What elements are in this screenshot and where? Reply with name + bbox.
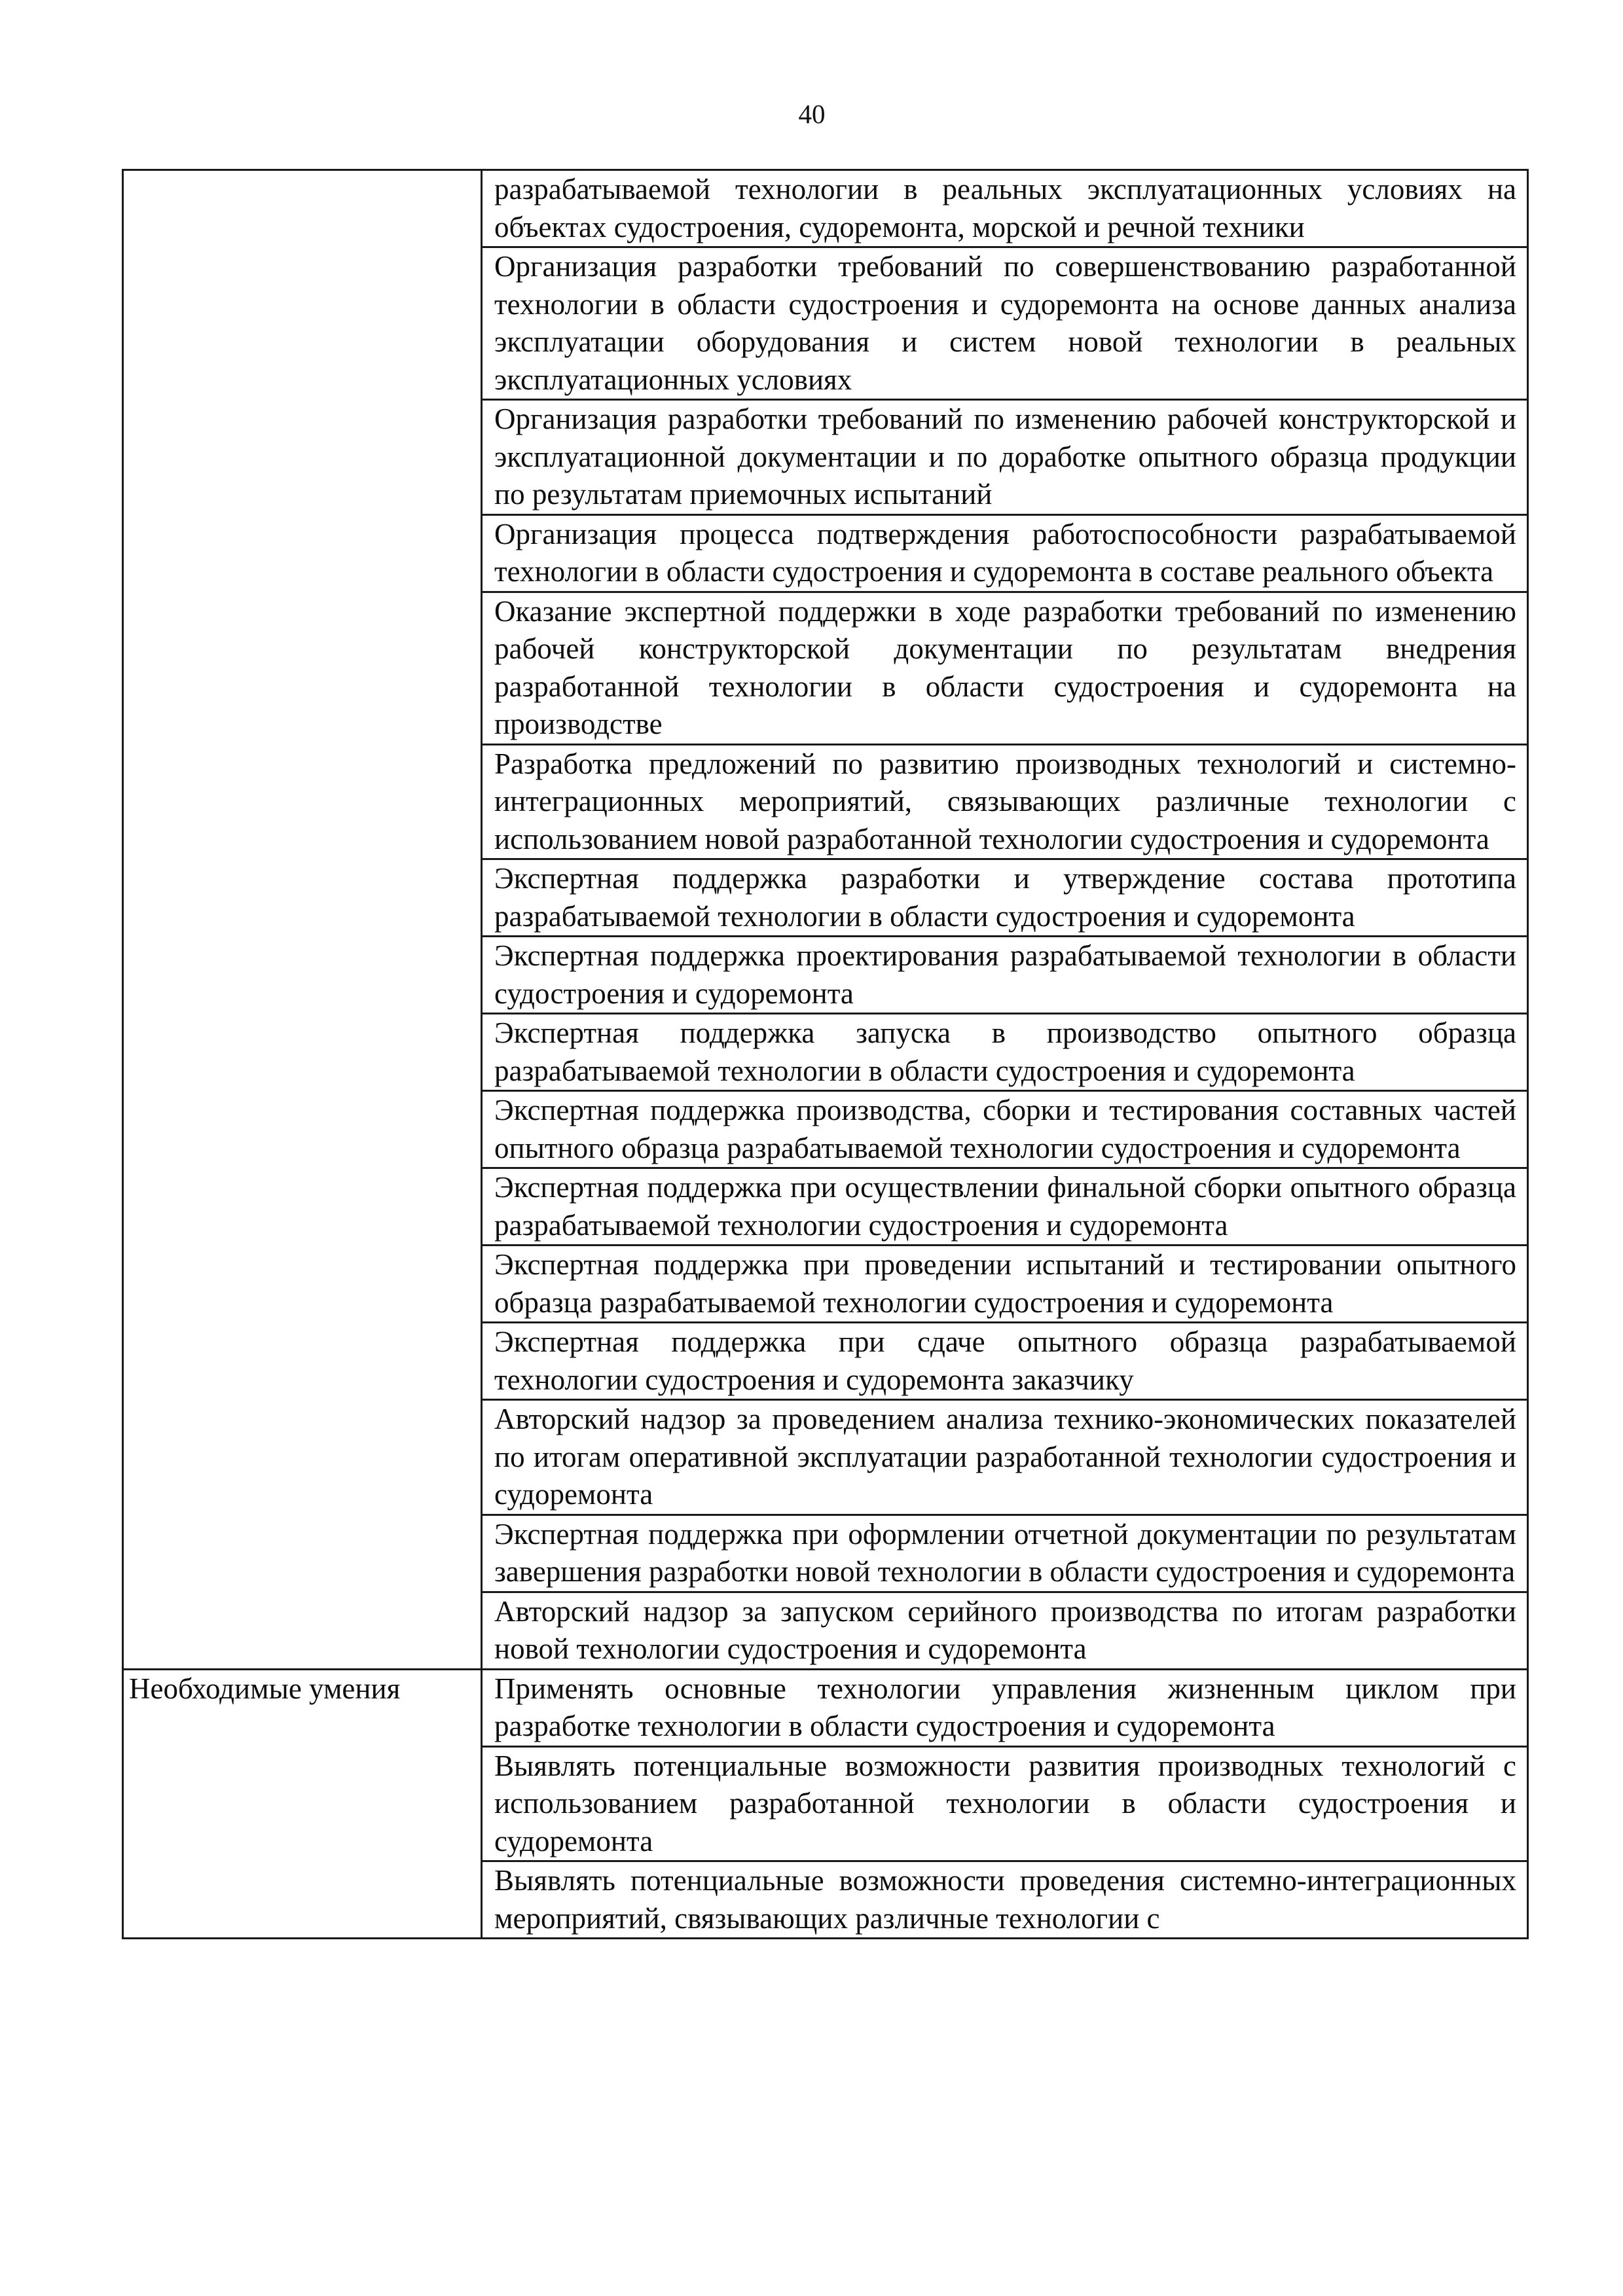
requirement-cell: Экспертная поддержка проектирования разрабатываемой технологии в области судостроения и судоремонта [482, 937, 1528, 1014]
requirement-cell: Оказание экспертной поддержки в ходе разработки требований по изменению рабочей конструкторской документации по результатам внедрения разработанной технологии в области судостроения и судоремонта на производстве [482, 592, 1528, 744]
requirement-cell: Выявлять потенциальные возможности проведения системно-интеграционных мероприятий, связывающих различные технологии с [482, 1861, 1528, 1939]
requirement-cell: Применять основные технологии управления жизненным циклом при разработке технологии в области судостроения и судоремонта [482, 1669, 1528, 1746]
section-label: Необходимые умения [129, 1672, 401, 1705]
table-row [123, 170, 1528, 247]
requirement-cell: Экспертная поддержка при сдаче опытного образца разрабатываемой технологии судостроения и судоремонта заказчику [482, 1323, 1528, 1400]
requirement-cell: разрабатываемой технологии в реальных эксплуатационных условиях на объектах судостроения, судоремонта, морской и речной техники [482, 170, 1528, 247]
requirement-cell: Экспертная поддержка при оформлении отчетной документации по результатам завершения разработки новой технологии в области судостроения и судоремонта [482, 1515, 1528, 1592]
requirement-cell: Выявлять потенциальные возможности развития производных технологий с использованием разработанной технологии в области судостроения и судоремонта [482, 1746, 1528, 1861]
section-label-cell [123, 1669, 482, 1939]
requirement-cell: Экспертная поддержка запуска в производство опытного образца разрабатываемой технологии в области судостроения и судоремонта [482, 1014, 1528, 1091]
table-row [123, 1669, 1528, 1746]
requirement-cell: Экспертная поддержка производства, сборки и тестирования составных частей опытного образца разрабатываемой технологии судостроения и судоремонта [482, 1091, 1528, 1168]
requirement-cell: Экспертная поддержка разработки и утверждение состава прототипа разрабатываемой технологии в области судостроения и судоремонта [482, 859, 1528, 937]
requirement-cell: Авторский надзор за запуском серийного производства по итогам разработки новой технологии судостроения и судоремонта [482, 1592, 1528, 1669]
requirement-cell: Авторский надзор за проведением анализа технико-экономических показателей по итогам оперативной эксплуатации разработанной технологии судостроения и судоремонта [482, 1400, 1528, 1515]
requirement-cell: Экспертная поддержка при проведении испытаний и тестировании опытного образца разрабатываемой технологии судостроения и судоремонта [482, 1246, 1528, 1323]
requirement-cell: Экспертная поддержка при осуществлении финальной сборки опытного образца разрабатываемой технологии судостроения и судоремонта [482, 1168, 1528, 1246]
table-body [123, 170, 1528, 1939]
page-number: 40 [798, 99, 826, 129]
requirements-table [122, 169, 1529, 1939]
section-label-cell [123, 170, 482, 1670]
requirement-cell: Организация разработки требований по совершенствованию разработанной технологии в области судостроения и судоремонта на основе данных анализа эксплуатации оборудования и систем новой технологии в реальных эксплуатационных условиях [482, 247, 1528, 400]
requirement-cell: Разработка предложений по развитию производных технологий и системно-интеграционных мероприятий, связывающих различные технологии с использованием новой разработанной технологии судостроения и судоремонта [482, 744, 1528, 859]
requirement-cell: Организация процесса подтверждения работоспособности разрабатываемой технологии в области судостроения и судоремонта в составе реального объекта [482, 514, 1528, 592]
requirement-cell: Организация разработки требований по изменению рабочей конструкторской и эксплуатационной документации и по доработке опытного образца продукции по результатам приемочных испытаний [482, 400, 1528, 515]
